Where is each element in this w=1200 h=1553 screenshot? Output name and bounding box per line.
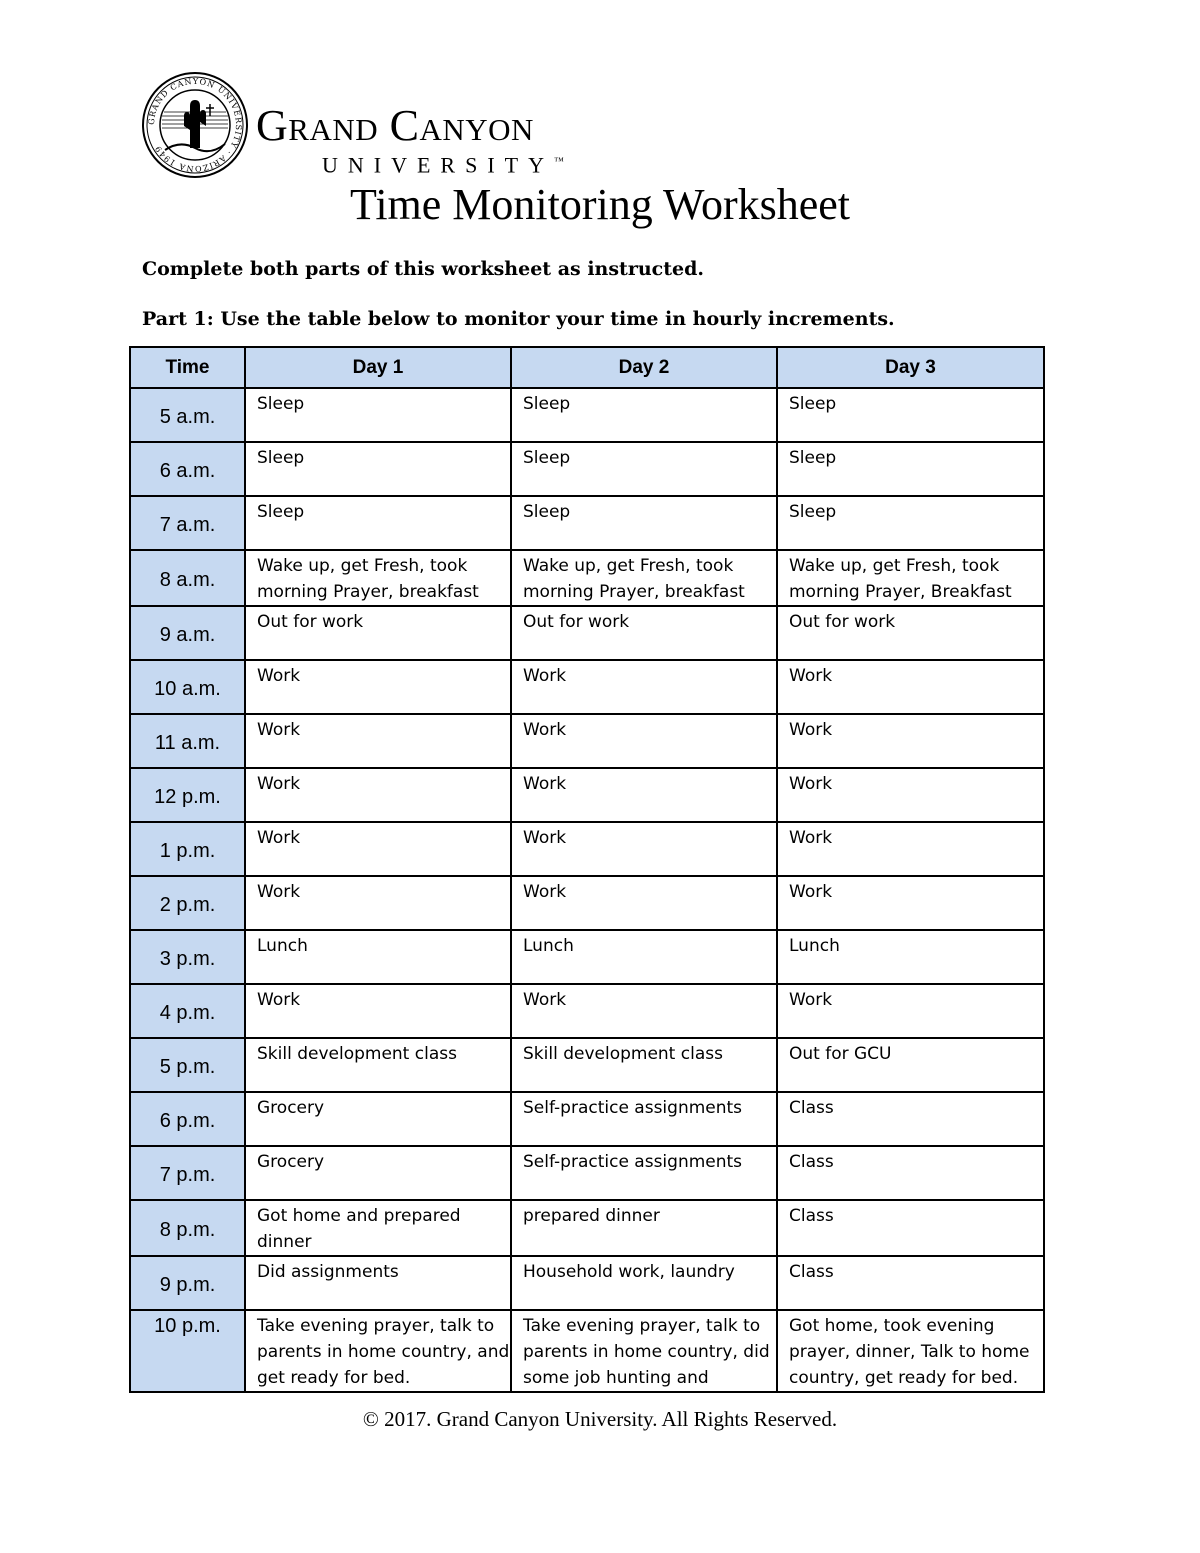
page-title: Time Monitoring Worksheet (349, 180, 851, 229)
day-1-cell[interactable]: Grocery (245, 1146, 511, 1200)
trademark-symbol: ™ (554, 156, 564, 167)
day-1-cell[interactable]: Got home and prepared dinner (245, 1200, 511, 1256)
day-1-cell[interactable]: Work (245, 984, 511, 1038)
day-3-cell[interactable]: Work (777, 984, 1044, 1038)
day-2-cell[interactable]: Work (511, 768, 777, 822)
day-3-cell[interactable]: Sleep (777, 496, 1044, 550)
table-row (130, 876, 1044, 930)
day-3-cell[interactable]: Wake up, get Fresh, took morning Prayer, Breakfast (777, 550, 1044, 606)
time-cell: 5 p.m. (130, 1038, 245, 1092)
table-row (130, 822, 1044, 876)
table-row (130, 1092, 1044, 1146)
day-2-cell[interactable]: Sleep (511, 496, 777, 550)
time-cell: 9 p.m. (130, 1256, 245, 1310)
table-row (130, 930, 1044, 984)
day-2-cell[interactable]: Work (511, 984, 777, 1038)
table-row (130, 1146, 1044, 1200)
university-subtitle: UNIVERSITY™ (322, 152, 564, 178)
day-1-cell[interactable]: Work (245, 768, 511, 822)
day-3-cell[interactable]: Class (777, 1256, 1044, 1310)
day-2-cell[interactable]: Out for work (511, 606, 777, 660)
day-3-cell[interactable]: Sleep (777, 388, 1044, 442)
table-row (130, 984, 1044, 1038)
day-3-cell[interactable]: Work (777, 660, 1044, 714)
day-1-cell[interactable]: Lunch (245, 930, 511, 984)
time-monitoring-table (129, 346, 1045, 1393)
day-1-cell[interactable]: Work (245, 714, 511, 768)
table-row (130, 1256, 1044, 1310)
table-row (130, 606, 1044, 660)
day-3-cell[interactable]: Class (777, 1092, 1044, 1146)
table-header-row (130, 347, 1044, 388)
day-2-cell[interactable]: Take evening prayer, talk to parents in home country, did some job hunting and (511, 1310, 777, 1392)
time-cell: 7 p.m. (130, 1146, 245, 1200)
day-1-cell[interactable]: Did assignments (245, 1256, 511, 1310)
table-row (130, 1310, 1044, 1392)
instructions-line-2: Part 1: Use the table below to monitor your time in hourly increments. (142, 308, 895, 330)
day-2-cell[interactable]: Work (511, 876, 777, 930)
time-cell: 10 a.m. (130, 660, 245, 714)
header-day-3: Day 3 (777, 347, 1044, 388)
seal-icon (140, 70, 250, 180)
table-row (130, 714, 1044, 768)
day-1-cell[interactable]: Sleep (245, 442, 511, 496)
day-1-cell[interactable]: Work (245, 660, 511, 714)
table-row (130, 496, 1044, 550)
day-3-cell[interactable]: Got home, took evening prayer, dinner, Talk to home country, get ready for bed. (777, 1310, 1044, 1392)
time-cell: 1 p.m. (130, 822, 245, 876)
day-3-cell[interactable]: Work (777, 768, 1044, 822)
day-2-cell[interactable]: Work (511, 822, 777, 876)
time-cell: 7 a.m. (130, 496, 245, 550)
time-cell: 6 p.m. (130, 1092, 245, 1146)
table-row (130, 442, 1044, 496)
day-3-cell[interactable]: Class (777, 1146, 1044, 1200)
day-2-cell[interactable]: Household work, laundry (511, 1256, 777, 1310)
day-3-cell[interactable]: Out for GCU (777, 1038, 1044, 1092)
day-1-cell[interactable]: Out for work (245, 606, 511, 660)
day-3-cell[interactable]: Work (777, 714, 1044, 768)
time-cell: 11 a.m. (130, 714, 245, 768)
day-1-cell[interactable]: Work (245, 876, 511, 930)
header-day-1: Day 1 (245, 347, 511, 388)
table-row (130, 768, 1044, 822)
time-cell: 2 p.m. (130, 876, 245, 930)
day-1-cell[interactable]: Work (245, 822, 511, 876)
day-1-cell[interactable]: Skill development class (245, 1038, 511, 1092)
day-2-cell[interactable]: Sleep (511, 442, 777, 496)
university-seal-logo (140, 70, 250, 180)
time-cell: 3 p.m. (130, 930, 245, 984)
day-2-cell[interactable]: Self-practice assignments (511, 1092, 777, 1146)
day-1-cell[interactable]: Wake up, get Fresh, took morning Prayer, breakfast (245, 550, 511, 606)
day-3-cell[interactable]: Lunch (777, 930, 1044, 984)
day-1-cell[interactable]: Sleep (245, 388, 511, 442)
time-cell: 12 p.m. (130, 768, 245, 822)
table-row (130, 1200, 1044, 1256)
day-2-cell[interactable]: Self-practice assignments (511, 1146, 777, 1200)
day-2-cell[interactable]: Lunch (511, 930, 777, 984)
university-wordmark (256, 101, 564, 178)
day-1-cell[interactable]: Sleep (245, 496, 511, 550)
university-name: Grand Canyon (256, 101, 534, 150)
day-1-cell[interactable]: Take evening prayer, talk to parents in home country, and get ready for bed. (245, 1310, 511, 1392)
table-row (130, 1038, 1044, 1092)
time-cell: 4 p.m. (130, 984, 245, 1038)
day-3-cell[interactable]: Sleep (777, 442, 1044, 496)
instructions-line-1: Complete both parts of this worksheet as instructed. (142, 258, 704, 280)
day-2-cell[interactable]: Work (511, 660, 777, 714)
day-2-cell[interactable]: Skill development class (511, 1038, 777, 1092)
day-3-cell[interactable]: Work (777, 822, 1044, 876)
seal-text: GRAND CANYON UNIVERSITY · ARIZONA 1949 (146, 76, 244, 174)
table-row (130, 388, 1044, 442)
header-time: Time (130, 347, 245, 388)
time-cell: 8 a.m. (130, 550, 245, 606)
time-cell: 9 a.m. (130, 606, 245, 660)
day-3-cell[interactable]: Work (777, 876, 1044, 930)
copyright-footer: © 2017. Grand Canyon University. All Rights Reserved. (362, 1407, 838, 1431)
day-2-cell[interactable]: Sleep (511, 388, 777, 442)
table-row (130, 660, 1044, 714)
day-1-cell[interactable]: Grocery (245, 1092, 511, 1146)
day-3-cell[interactable]: Class (777, 1200, 1044, 1256)
time-cell: 6 a.m. (130, 442, 245, 496)
day-2-cell[interactable]: Work (511, 714, 777, 768)
time-cell: 8 p.m. (130, 1200, 245, 1256)
time-cell: 5 a.m. (130, 388, 245, 442)
header-day-2: Day 2 (511, 347, 777, 388)
day-2-cell[interactable]: Wake up, get Fresh, took morning Prayer, breakfast (511, 550, 777, 606)
time-cell: 10 p.m. (130, 1310, 245, 1392)
day-2-cell[interactable]: prepared dinner (511, 1200, 777, 1256)
table-row (130, 550, 1044, 606)
day-3-cell[interactable]: Out for work (777, 606, 1044, 660)
